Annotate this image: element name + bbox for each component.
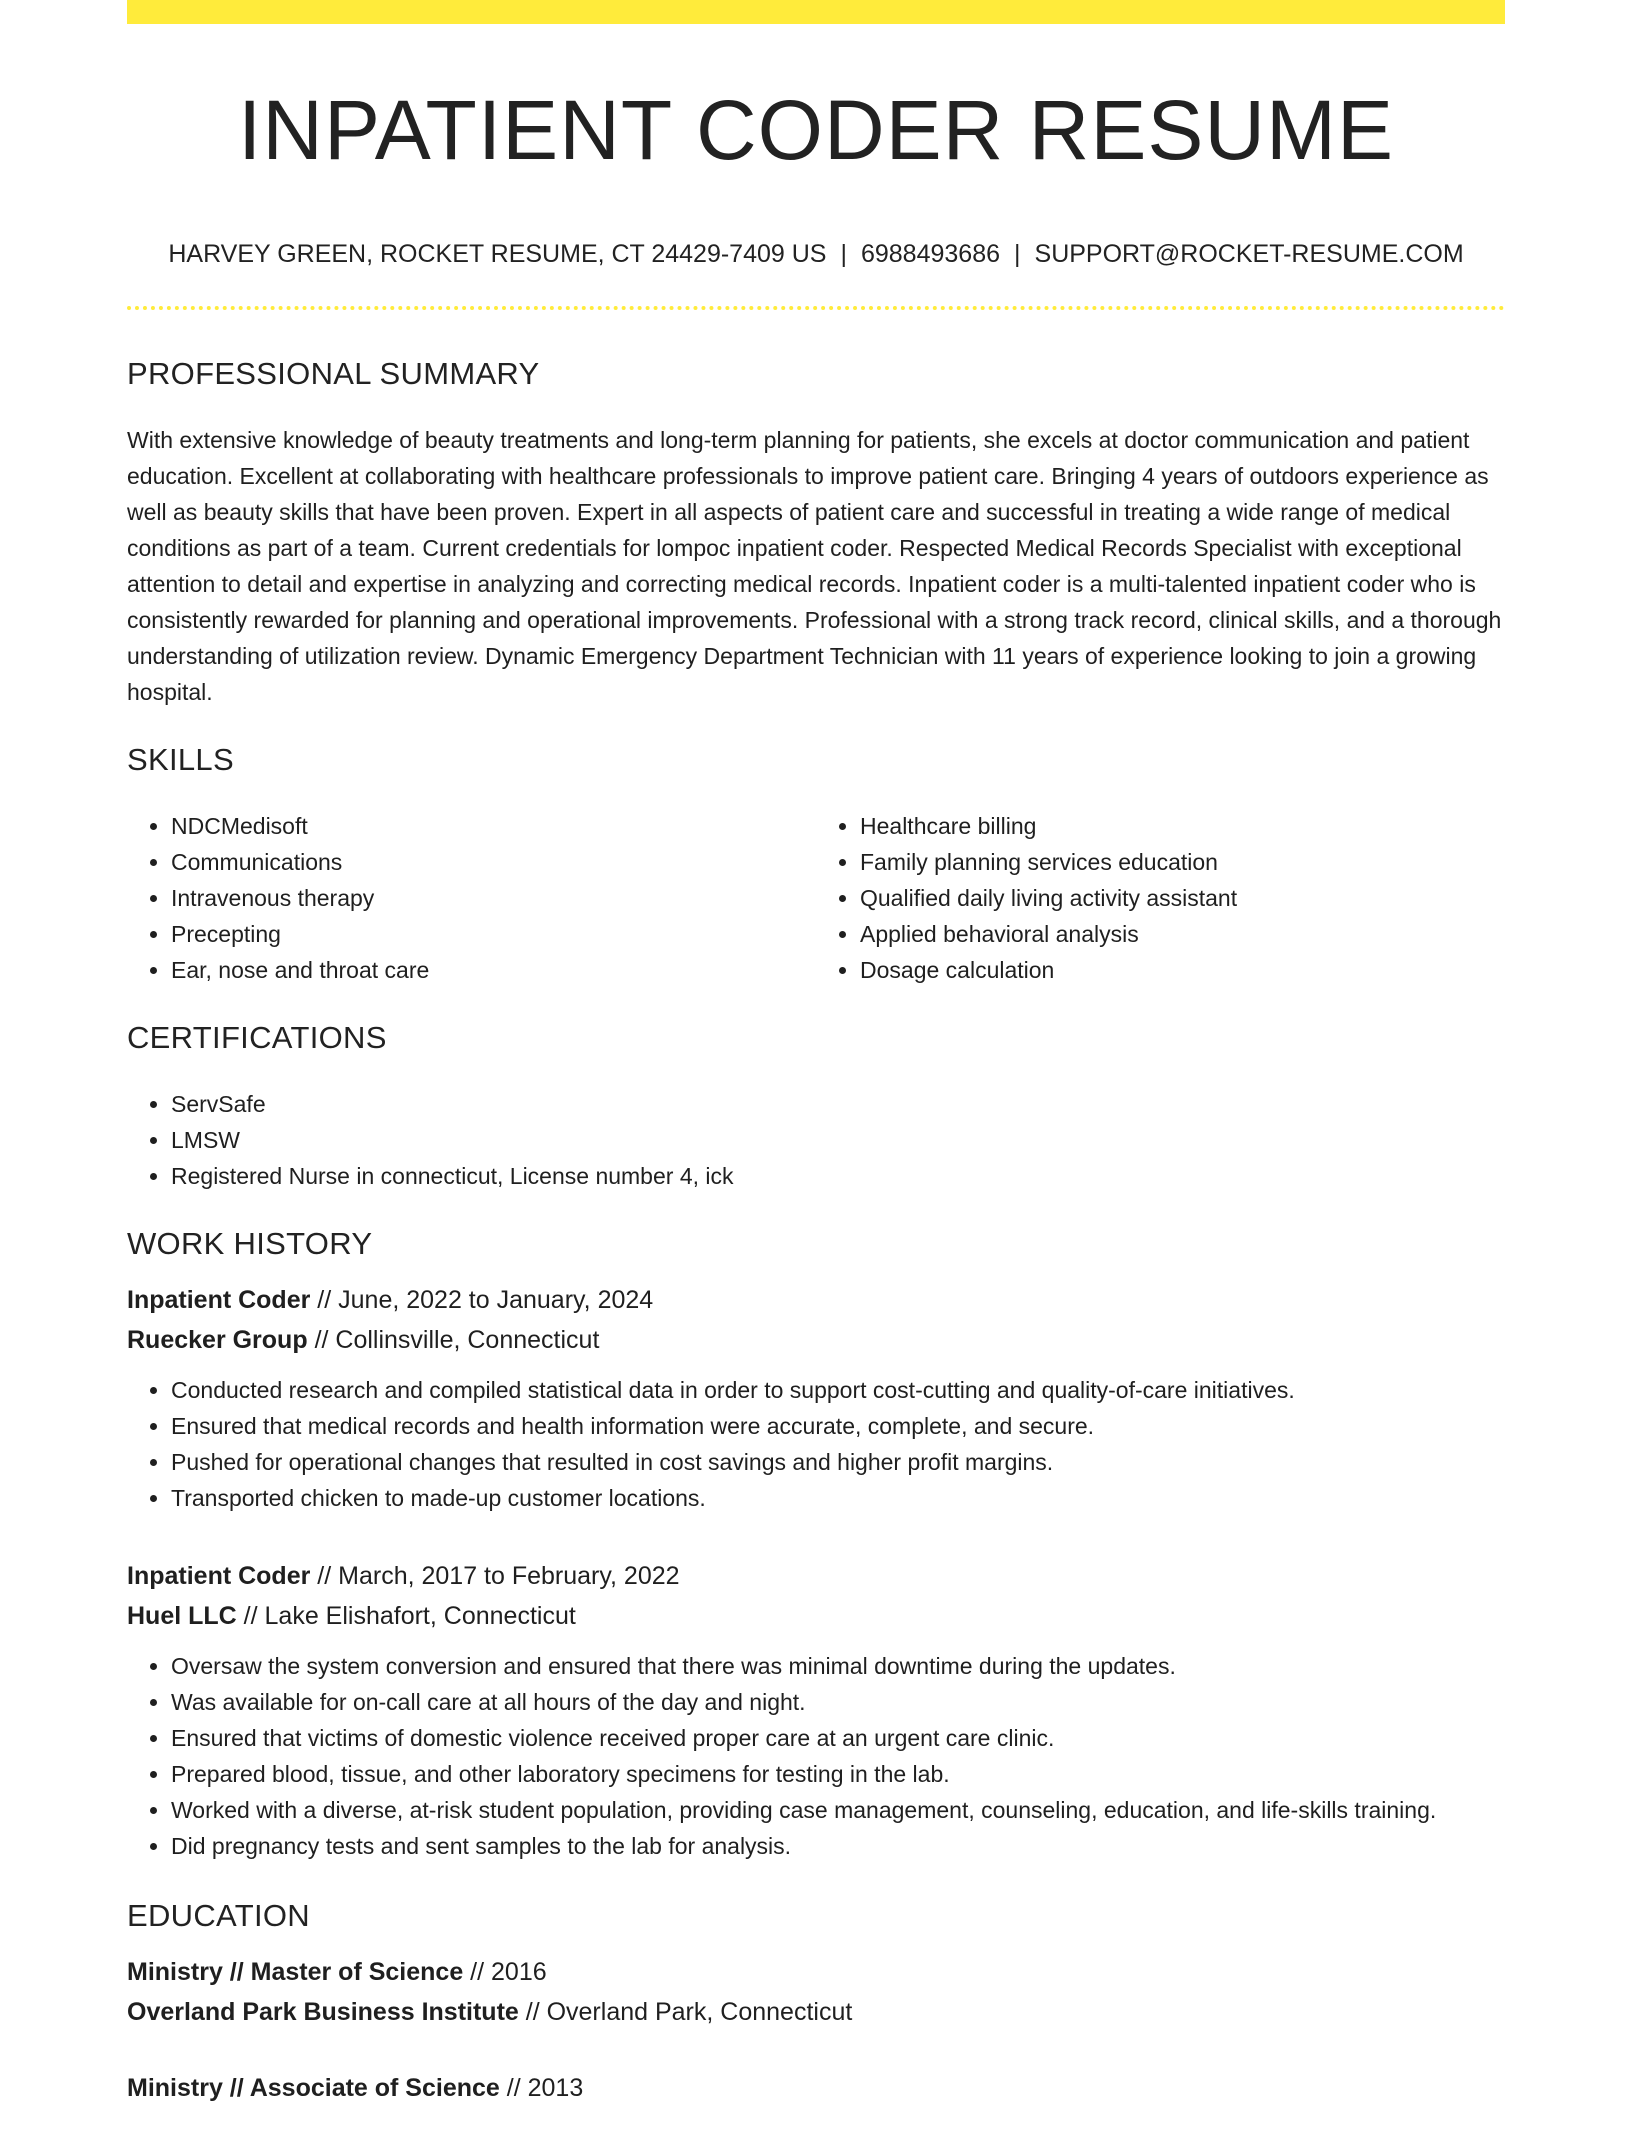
job-bullet: • Oversaw the system conversion and ensured that there was minimal downtime during the updates. xyxy=(171,1648,1505,1684)
education-entry xyxy=(127,1952,1505,2032)
job-bullet: • Worked with a diverse, at-risk student population, providing case management, counseling, education, and life-skills training. xyxy=(171,1792,1505,1828)
skill-item: • NDCMedisoft xyxy=(171,808,816,844)
skill-item: • Dosage calculation xyxy=(860,952,1505,988)
skill-item: • Communications xyxy=(171,844,816,880)
job-entry xyxy=(127,1556,1505,1864)
header-divider xyxy=(127,306,1505,310)
education-year: // 2013 xyxy=(506,2074,584,2102)
section-heading-work-history: WORK HISTORY xyxy=(127,1226,373,1261)
job-location: // Lake Elishafort, Connecticut xyxy=(243,1602,576,1630)
education-location: // Overland Park, Connecticut xyxy=(525,1998,853,2026)
section-heading-education: EDUCATION xyxy=(127,1898,310,1933)
skill-item: • Applied behavioral analysis xyxy=(860,916,1505,952)
skill-item: • Healthcare billing xyxy=(860,808,1505,844)
certification-item: • Registered Nurse in connecticut, License number 4, ick xyxy=(171,1158,1505,1194)
job-location: // Collinsville, Connecticut xyxy=(314,1326,600,1354)
job-company: Ruecker Group xyxy=(127,1326,308,1354)
contact-separator: | xyxy=(840,240,847,268)
job-title: Inpatient Coder xyxy=(127,1562,311,1590)
job-title-line xyxy=(127,1280,1505,1320)
skill-item: • Qualified daily living activity assistant xyxy=(860,880,1505,916)
work-history-section xyxy=(127,1222,1505,1864)
summary-section xyxy=(127,352,1505,710)
job-entry xyxy=(127,1280,1505,1516)
contact-line xyxy=(127,236,1505,272)
skills-list-left xyxy=(127,808,816,988)
education-section xyxy=(127,1894,1505,2108)
job-dates: // June, 2022 to January, 2024 xyxy=(317,1286,654,1314)
job-title: Inpatient Coder xyxy=(127,1286,311,1314)
job-bullet: • Transported chicken to made-up customer locations. xyxy=(171,1480,1505,1516)
section-heading-skills: SKILLS xyxy=(127,742,234,777)
summary-text: With extensive knowledge of beauty treatments and long-term planning for patients, she excels at doctor communication and patient education. Excellent at collaborating with healthcare professionals to improve patient care. Bringing 4 years of outdoors experience as well as beauty skills that have been proven. Expert in all aspects of patient care and successful in treating a wide range of medical conditions as part of a team. Current credentials for lompoc inpatient coder. Respected Medical Records Specialist with exceptional attention to detail and expertise in analyzing and correcting medical records. Inpatient coder is a multi-talented inpatient coder who is consistently rewarded for planning and operational improvements. Professional with a strong track record, clinical skills, and a thorough understanding of utilization review. Dynamic Emergency Department Technician with 11 years of experience looking to join a growing hospital. xyxy=(127,427,1502,705)
job-company-line xyxy=(127,1320,1505,1360)
certification-item: • ServSafe xyxy=(171,1086,1505,1122)
education-entry xyxy=(127,2068,1505,2108)
job-bullet: • Pushed for operational changes that resulted in cost savings and higher profit margins. xyxy=(171,1444,1505,1480)
certifications-section xyxy=(127,1016,1505,1194)
education-degree-line xyxy=(127,1952,1505,1992)
job-title-line xyxy=(127,1556,1505,1596)
job-bullet: • Conducted research and compiled statistical data in order to support cost-cutting and quality-of-care initiatives. xyxy=(171,1372,1505,1408)
contact-separator: | xyxy=(1014,240,1021,268)
page-title: INPATIENT CODER RESUME xyxy=(237,83,1395,177)
education-school: Overland Park Business Institute xyxy=(127,1998,519,2026)
contact-phone: 6988493686 xyxy=(860,240,1001,268)
education-degree: Ministry // Master of Science xyxy=(127,1958,464,1986)
education-degree-line xyxy=(127,2068,1505,2108)
job-company-line xyxy=(127,1596,1505,1636)
skill-item: • Precepting xyxy=(171,916,816,952)
section-heading-certifications: CERTIFICATIONS xyxy=(127,1020,387,1055)
job-bullet: • Was available for on-call care at all hours of the day and night. xyxy=(171,1684,1505,1720)
job-bullet: • Ensured that medical records and health information were accurate, complete, and secure. xyxy=(171,1408,1505,1444)
section-heading-summary: PROFESSIONAL SUMMARY xyxy=(127,356,540,391)
job-bullets xyxy=(127,1648,1505,1864)
skills-grid xyxy=(127,808,1505,988)
job-company: Huel LLC xyxy=(127,1602,237,1630)
skills-list-right xyxy=(816,808,1505,988)
contact-address: HARVEY GREEN, ROCKET RESUME, CT 24429-7409 US xyxy=(168,240,827,268)
skill-item: • Intravenous therapy xyxy=(171,880,816,916)
job-dates: // March, 2017 to February, 2022 xyxy=(317,1562,680,1590)
education-year: // 2016 xyxy=(470,1958,547,1986)
education-degree: Ministry // Associate of Science xyxy=(127,2074,500,2102)
job-bullets xyxy=(127,1372,1505,1516)
skill-item: • Ear, nose and throat care xyxy=(171,952,816,988)
certifications-list xyxy=(127,1086,1505,1194)
accent-top-bar xyxy=(127,0,1505,24)
education-school-line xyxy=(127,1992,1505,2032)
job-bullet: • Did pregnancy tests and sent samples to the lab for analysis. xyxy=(171,1828,1505,1864)
job-bullet: • Ensured that victims of domestic violence received proper care at an urgent care clinic. xyxy=(171,1720,1505,1756)
job-bullet: • Prepared blood, tissue, and other laboratory specimens for testing in the lab. xyxy=(171,1756,1505,1792)
certification-item: • LMSW xyxy=(171,1122,1505,1158)
resume-body xyxy=(127,352,1505,2138)
skill-item: • Family planning services education xyxy=(860,844,1505,880)
skills-section xyxy=(127,738,1505,988)
contact-email: SUPPORT@ROCKET-RESUME.COM xyxy=(1034,240,1464,268)
